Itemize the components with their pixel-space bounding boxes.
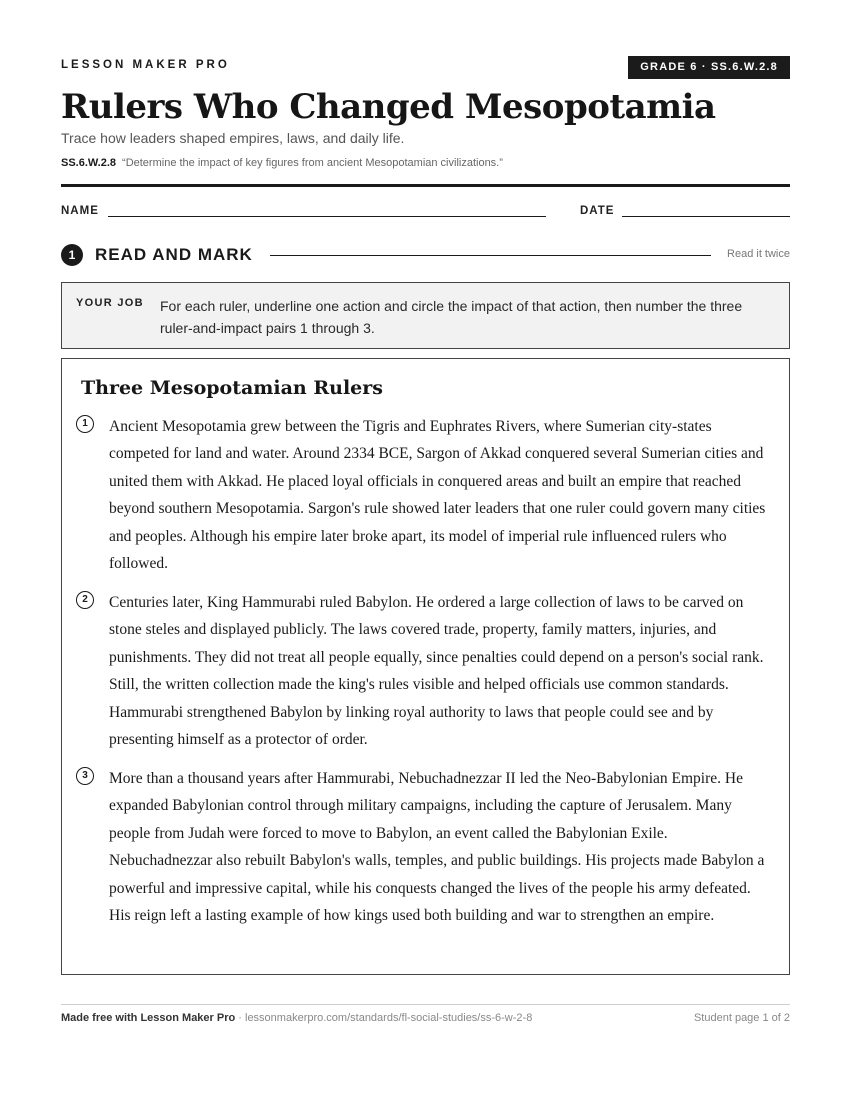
- name-label: NAME: [61, 205, 99, 217]
- paragraph-number-3: 3: [76, 767, 94, 785]
- standard-text: “Determine the impact of key figures from ancient Mesopotamian civilizations.”: [122, 157, 503, 169]
- brand-name: LESSON MAKER PRO: [61, 59, 230, 71]
- footer: [61, 1012, 790, 1024]
- date-field[interactable]: [622, 216, 790, 217]
- paragraph-number-1: 1: [76, 415, 94, 433]
- paragraph-2: Centuries later, King Hammurabi ruled Babylon. He ordered a large collection of laws to be carved on stone steles and displayed publicly. The laws covered trade, property, family matters, injuries, and punishments. They did not treat all people equally, since penalties could depend on a person's social rank. Still, the written collection made the king's rules visible and helped officials use common standards. Hammurabi strengthened Babylon by linking royal authority to laws that people could see and by presenting himself as a protector of order.: [109, 594, 764, 749]
- reading-passage-box: [61, 358, 790, 975]
- your-job-text: For each ruler, underline one action and circle the impact of that action, then number the three ruler-and-impact pairs 1 through 3.: [160, 298, 743, 336]
- section-note: Read it twice: [727, 248, 790, 260]
- paragraph-3: More than a thousand years after Hammurabi, Nebuchadnezzar II led the Neo-Babylonian Empire. He expanded Babylonian control through military campaigns, including the capture of Jerusalem. Many people from Judah were forced to move to Babylon, an event called the Babylonian Exile. Nebuchadnezzar also rebuilt Babylon's walls, temples, and public buildings. His projects made Babylon a powerful and impressive capital, while his conquests changed the lives of the people his army defeated. His reign left a lasting example of how kings used both building and war to strengthen an empire.: [109, 770, 765, 925]
- section-number-badge: 1: [61, 244, 83, 266]
- section-title: READ AND MARK: [95, 245, 253, 264]
- paragraph-1: Ancient Mesopotamia grew between the Tigris and Euphrates Rivers, where Sumerian city-states competed for land and water. Around 2334 BCE, Sargon of Akkad conquered several Sumerian cities and united them with Akkad. He placed loyal officials in conquered areas and built an empire that reached beyond southern Mesopotamia. Sargon's rule showed later leaders that one ruler could govern many cities and peoples. Although his empire later broke apart, its model of imperial rule influenced rulers who followed.: [109, 418, 766, 573]
- paragraph-number-2: 2: [76, 591, 94, 609]
- reading-title: Three Mesopotamian Rulers: [81, 377, 383, 399]
- page-title: Rulers Who Changed Mesopotamia: [61, 87, 716, 127]
- name-date-row: [61, 205, 790, 221]
- footer-divider: [61, 1004, 790, 1005]
- top-bar: [61, 57, 790, 79]
- your-job-label: YOUR JOB: [76, 297, 144, 309]
- name-field[interactable]: [108, 216, 546, 217]
- your-job-box: [61, 282, 790, 349]
- grade-badge: GRADE 6 · SS.6.W.2.8: [628, 56, 790, 79]
- standard-line: [61, 157, 503, 169]
- footer-page-number: Student page 1 of 2: [693, 1012, 790, 1024]
- header-divider: [61, 184, 790, 187]
- section-header: [61, 243, 790, 267]
- section-divider: [270, 255, 711, 256]
- page-subtitle: Trace how leaders shaped empires, laws, and daily life.: [61, 130, 405, 146]
- standard-code: SS.6.W.2.8: [61, 157, 117, 169]
- footer-url[interactable]: · lessonmakerpro.com/standards/fl-social-studies/ss-6-w-2-8: [235, 1012, 533, 1024]
- footer-made-with: Made free with Lesson Maker Pro: [61, 1012, 236, 1024]
- date-label: DATE: [580, 205, 615, 217]
